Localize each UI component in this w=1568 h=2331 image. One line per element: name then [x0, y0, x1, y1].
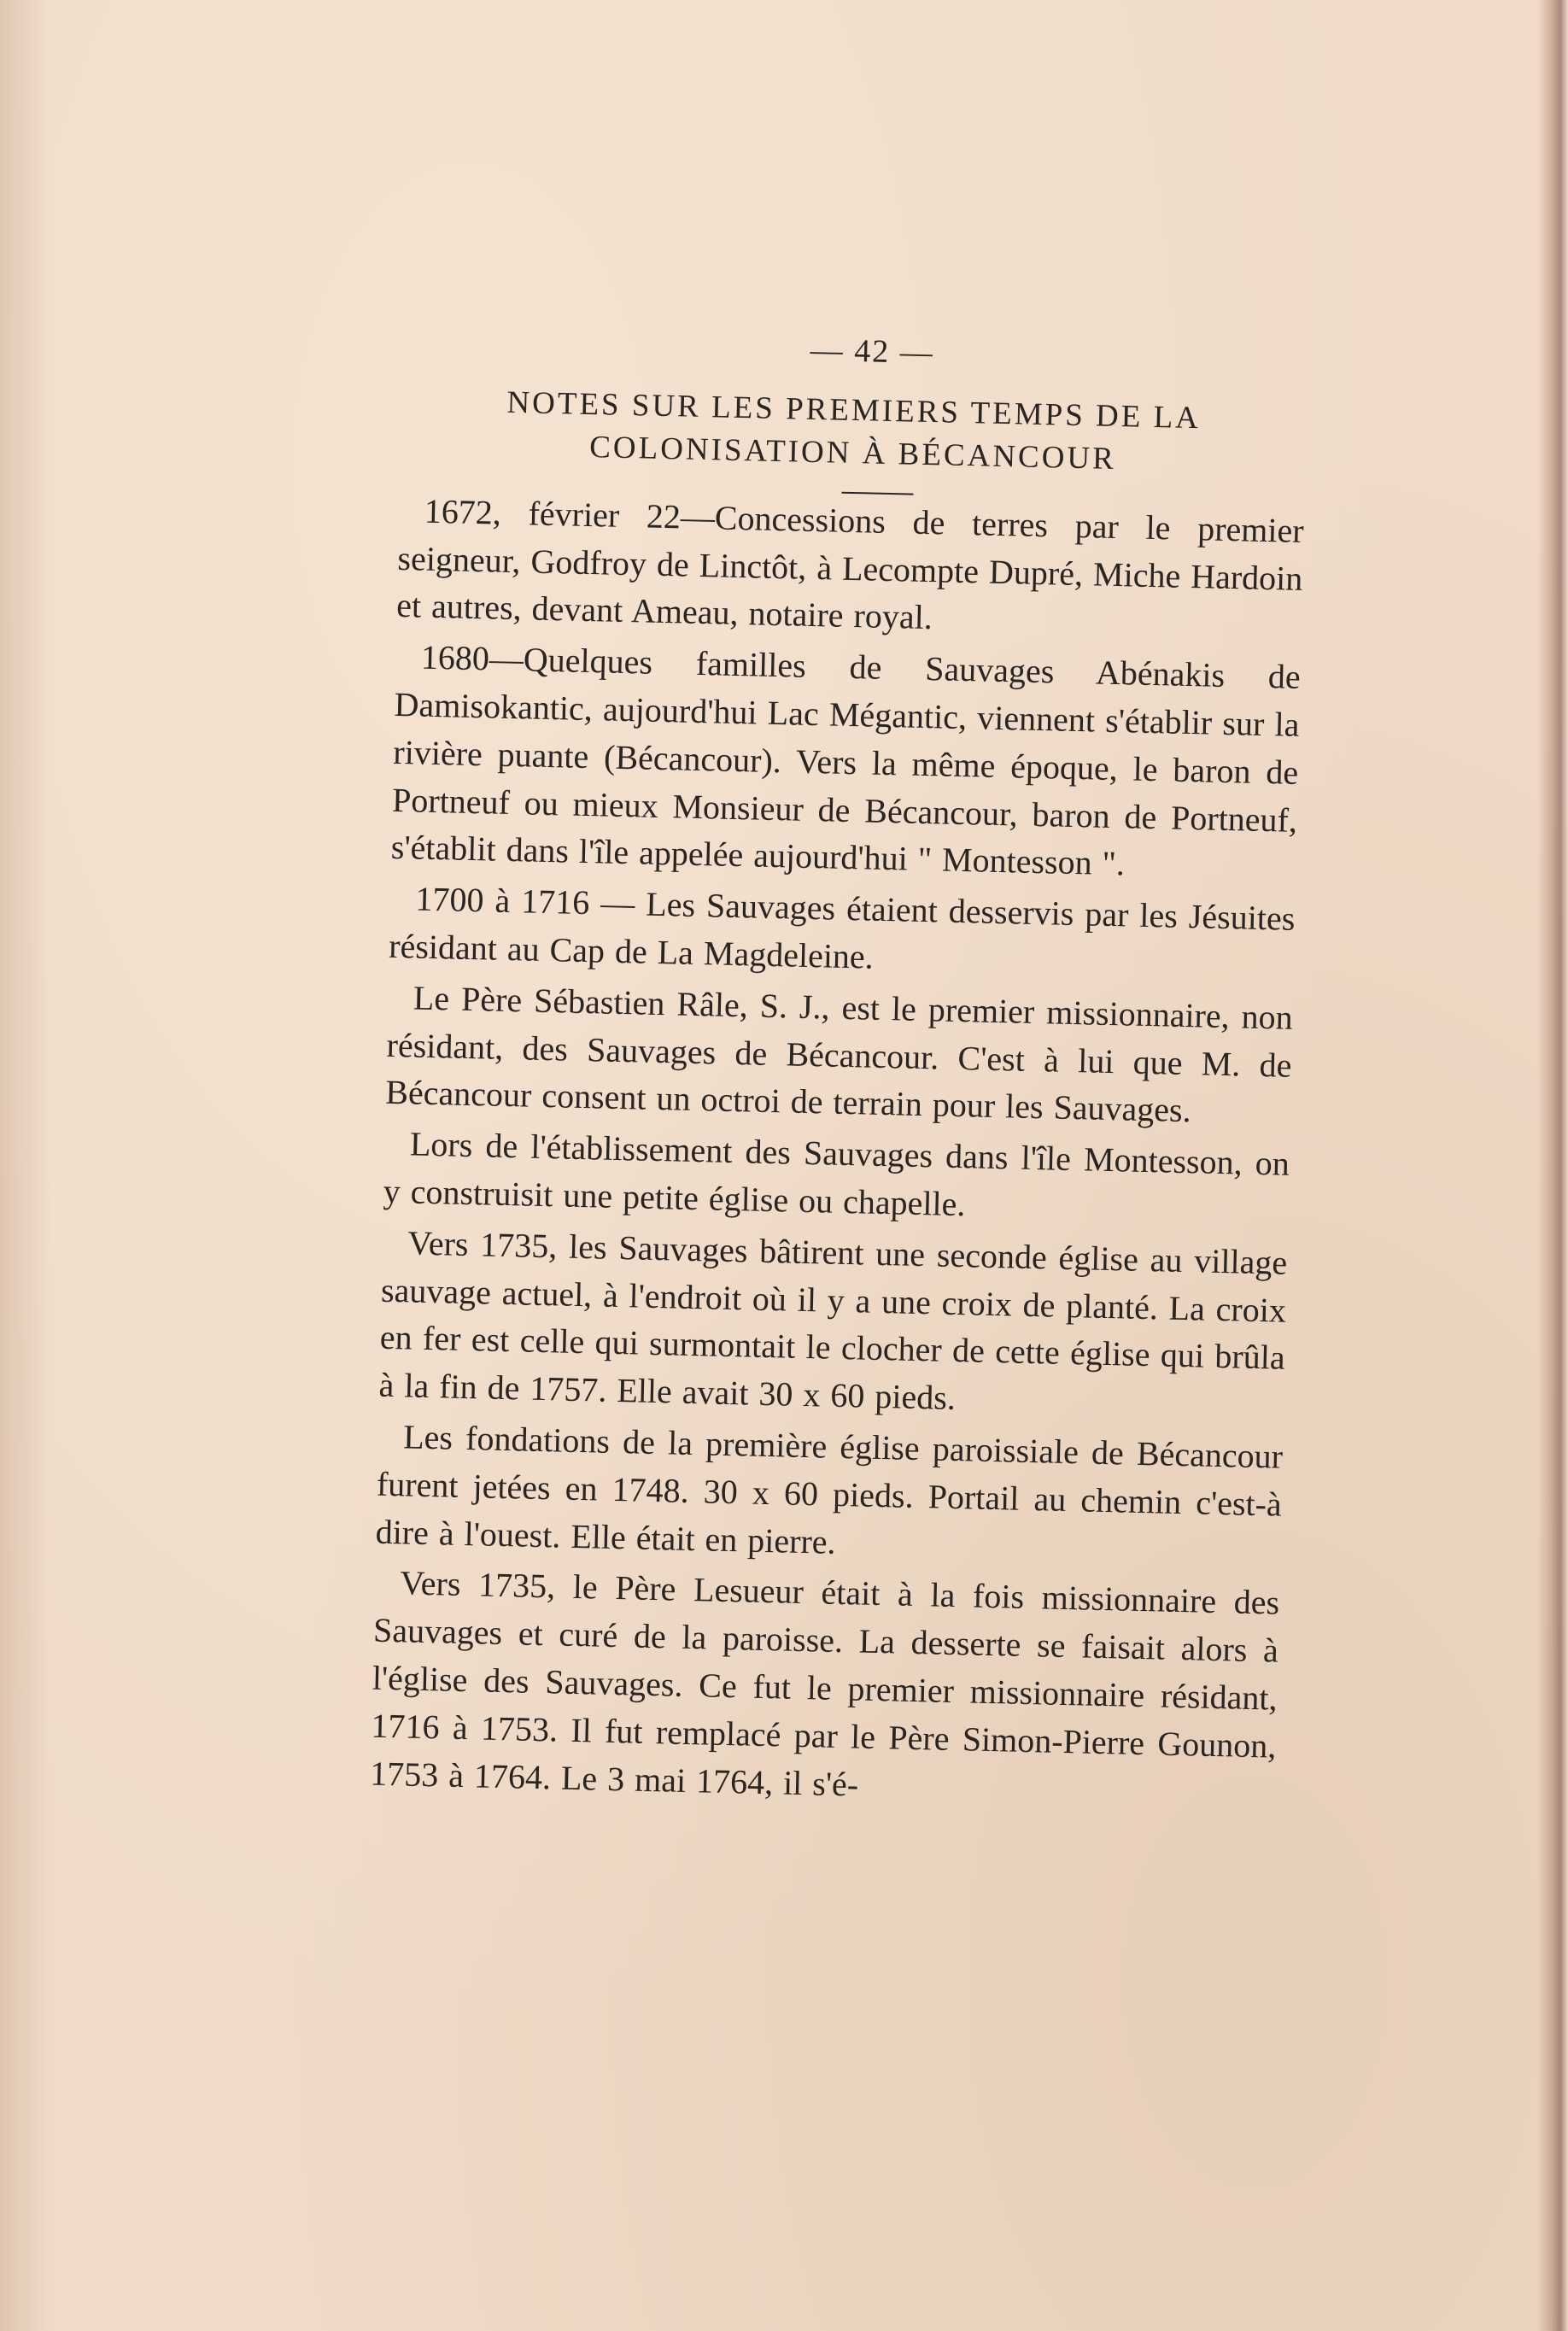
page-left-shadow: [0, 0, 51, 2331]
paragraph: Les fondations de la première église paroissiale de Bécancour furent jetées en 1748. 30 x 60 pieds. Portail au chemin c'est-à dire à l'ouest. Elle était en pierre.: [375, 1417, 1284, 1561]
paragraph: 1700 à 1716 — Les Sauvages étaient desservis par les Jésuites résidant au Cap de La Magdeleine.: [388, 879, 1296, 976]
paragraph: Vers 1735, les Sauvages bâtirent une seconde église au village sauvage actuel, à l'endroit où il y a une croix de planté. La croix en fer est celle qui surmontait le clocher de cette église qui brûla à la fin de 1757. Elle avait 30 x 60 pieds.: [378, 1223, 1288, 1418]
page-number: — 42 —: [810, 331, 935, 372]
paragraph: Lors de l'établissement des Sauvages dans l'île Montesson, on y construisit une petite église ou chapelle.: [383, 1124, 1290, 1224]
paragraph: Vers 1735, le Père Lesueur était à la fois missionnaire des Sauvages et curé de la paroisse. La desserte se faisait alors à l'église des Sauvages. Ce fut le premier missionnaire résidant, 1716 à 1753. Il fut remplacé par le Père Simon-Pierre Gounon, 1753 à 1764. Le 3 mai 1764, il s'é-: [369, 1563, 1280, 1804]
page-title: NOTES SUR LES PREMIERS TEMPS DE LA COLONISATION À BÉCANCOUR: [506, 384, 1202, 477]
document-body: [370, 318, 1308, 1821]
page-edge: [1537, 0, 1568, 2331]
paragraph: 1672, février 22—Concessions de terres par le premier seigneur, Godfroy de Linctôt, à Lecompte Dupré, Miche Hardoin et autres, devant Ameau, notaire royal.: [395, 491, 1305, 637]
paragraph: 1680—Quelques familles de Sauvages Abénakis de Damisokantic, aujourd'hui Lac Mégantic, viennent s'établir sur la rivière puante (Bécancour). Vers la même époque, le baron de Portneuf ou mieux Monsieur de Bécancour, baron de Portneuf, s'établit dans l'île appelée aujourd'hui " Montesson ".: [390, 637, 1302, 883]
title-divider: [841, 491, 913, 495]
paragraph: Le Père Sébastien Râle, S. J., est le premier missionnaire, non résidant, des Sauvages de Bécancour. C'est à lui que M. de Bécancour consent un octroi de terrain pour les Sauvages.: [384, 978, 1294, 1130]
